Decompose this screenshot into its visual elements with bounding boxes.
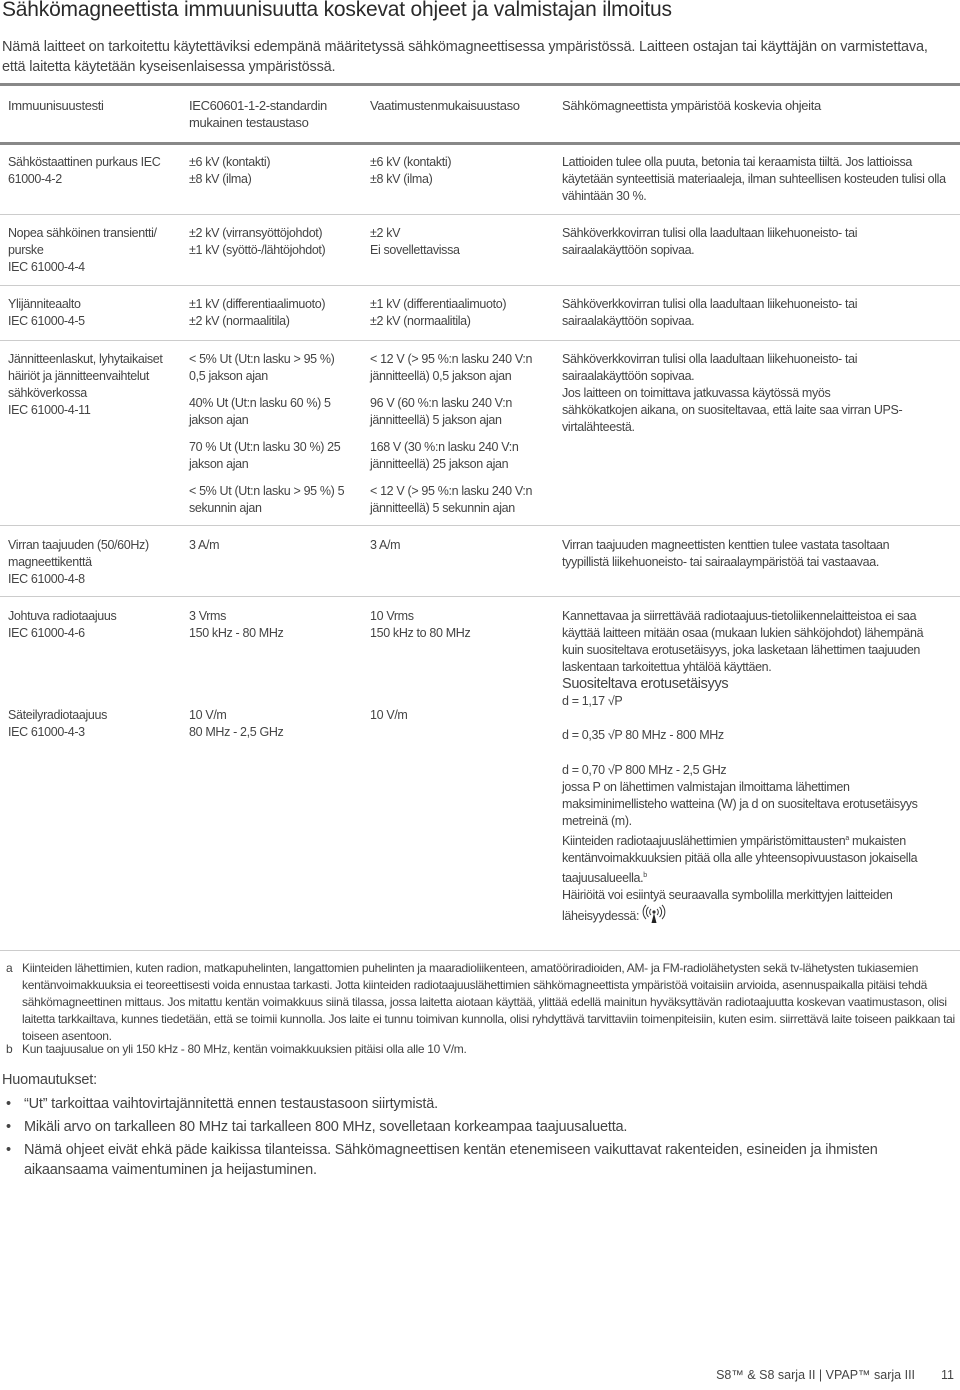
page-number: 11	[941, 1368, 954, 1382]
note-item	[2, 1117, 957, 1137]
guidance-text: Sähköverkkovirran tulisi olla laadultaan liikehuoneisto- tai sairaalakäyttöön sopivaa.	[562, 297, 858, 328]
row-divider	[0, 214, 960, 215]
guidance-cell	[562, 608, 947, 929]
level-cell	[189, 154, 367, 188]
test-cell	[8, 537, 168, 588]
level-value: 70 % Ut (Ut:n lasku 30 %) 25 jakson ajan	[189, 440, 341, 471]
note-text: “Ut” tarkoittaa vaihtovirtajännitettä ennen testaustasoon siirtymistä.	[24, 1096, 438, 1112]
compliance-value: 150 kHz to 80 MHz	[370, 626, 471, 640]
compliance-value: 168 V (30 %:n lasku 240 V:n jännitteellä) 25 jakson ajan	[370, 440, 519, 471]
compliance-value: < 12 V (> 95 %:n lasku 240 V:n jännitteellä) 5 sekunnin ajan	[370, 484, 533, 515]
level-value: 150 kHz - 80 MHz	[189, 626, 284, 640]
compliance-value: 3 A/m	[370, 538, 401, 552]
guidance-cell	[562, 351, 907, 436]
level-cell	[189, 351, 349, 517]
level-value: ±8 kV (ilma)	[189, 172, 252, 186]
level-value: ±6 kV (kontakti)	[189, 155, 271, 169]
note-item	[2, 1094, 957, 1114]
guidance-text: Kannettavaa ja siirrettävää radiotaajuus-tietoliikennelaitteistoa ei saa käyttää laitteen mitään osaa (mukaan lukien sähköjohdot) lähempänä kuin suositeltava erotusetäisyys, joka lasketaan lähettimen taajuuden laskentaan tarkoitettua yhtälöä käyttäen.	[562, 609, 924, 674]
notes-heading: Huomautukset:	[2, 1072, 97, 1088]
compliance-value: ±1 kV (differentiaalimuoto)	[370, 297, 507, 311]
guidance-text: Sähköverkkovirran tulisi olla laadultaan liikehuoneisto- tai sairaalakäyttöön sopivaa.	[562, 352, 858, 383]
compliance-value: 96 V (60 %:n lasku 240 V:n jännitteellä) 5 jakson ajan	[370, 396, 512, 427]
level-cell	[189, 707, 367, 741]
test-cell	[8, 225, 178, 276]
test-cell	[8, 608, 183, 642]
header-level: IEC60601-1-2-standardin mukainen testaustaso	[189, 98, 327, 130]
test-standard: IEC 61000-4-4	[8, 260, 85, 274]
footnote-text: Kun taajuusalue on yli 150 kHz - 80 MHz, kentän voimakkuuksien pitäisi olla alle 10 V/m.	[22, 1042, 467, 1056]
compliance-cell	[370, 351, 542, 517]
test-name: Sähköstaattinen purkaus IEC 61000-4-2	[8, 155, 161, 186]
guidance-text: Virran taajuuden magneettisten kenttien tulee vastata tasoltaan tyypillistä liikehuoneisto- tai sairaalaympäristöä tai vastaavaa.	[562, 538, 890, 569]
test-name: Säteilyradiotaajuus	[8, 708, 107, 722]
formula: d = 0,35 √P 80 MHz - 800 MHz	[562, 728, 724, 742]
compliance-value: ±8 kV (ilma)	[370, 172, 433, 186]
field-strength-post: mukaisten kentänvoimakkuuksien pitää olla alle yhteensopivuustason jokaisella taajuusalueella.	[562, 834, 918, 886]
header-guidance: Sähkömagneettista ympäristöä koskevia ohjeita	[562, 98, 821, 113]
page-title: Sähkömagneettista immuunisuutta koskevat ohjeet ja valmistajan ilmoitus	[2, 0, 672, 21]
formula: d = 0,70 √P 800 MHz - 2,5 GHz	[562, 763, 727, 777]
level-value: 10 V/m	[189, 708, 227, 722]
level-cell	[189, 608, 367, 642]
level-value: 3 A/m	[189, 538, 220, 552]
test-name: Nopea sähköinen transientti/ purske	[8, 226, 157, 257]
explanation-text: jossa P on lähettimen valmistajan ilmoittama lähettimen maksiminimellisteho watteina (W) ja d on suositeltava erotusetäisyys metreinä (m).	[562, 780, 918, 828]
test-name: Johtuva radiotaajuus	[8, 609, 117, 623]
test-name: Jännitteenlaskut, lyhytaikaiset häiriöt ja jännitteenvaihtelut sähköverkossa	[8, 352, 163, 400]
test-standard: IEC 61000-4-8	[8, 572, 85, 586]
level-value: < 5% Ut (Ut:n lasku > 95 %) 5 sekunnin ajan	[189, 484, 345, 515]
test-name: Ylijänniteaalto	[8, 297, 81, 311]
note-text: Nämä ohjeet eivät ehkä päde kaikissa tilanteissa. Sähkömagneettisen kentän etenemiseen vaikuttavat rakenteiden, esineiden ja ihmisten aikaansaama vaimentuminen ja heijastuminen.	[24, 1142, 878, 1178]
guidance-cell	[562, 537, 922, 571]
header-test: Immuunisuustesti	[8, 98, 104, 113]
level-value: ±1 kV (syöttö-/lähtöjohdot)	[189, 243, 326, 257]
test-cell	[8, 154, 173, 188]
compliance-value: Ei sovellettavissa	[370, 243, 460, 257]
bullet-icon: •	[6, 1142, 11, 1158]
level-value: ±2 kV (normaalitila)	[189, 314, 290, 328]
level-value: 40% Ut (Ut:n lasku 60 %) 5 jakson ajan	[189, 396, 331, 427]
guidance-text: Jos laitteen on toimittava jatkuvassa käytössä myös sähkökatkojen aikana, on suositeltavaa, että laite saa virran UPS-virtalähteestä.	[562, 386, 903, 434]
interference-text	[562, 887, 947, 929]
row-divider	[0, 340, 960, 341]
compliance-cell	[370, 608, 555, 642]
intro-text: Nämä laitteet on tarkoitettu käytettäviksi edempänä määritetyssä sähkömagneettisessa ympäristössä. Laitteen ostajan tai käyttäjän on varmistettava, että laitetta käytetään kyseisenlaisessa ympäristössä.	[2, 39, 928, 75]
guidance-text: Sähköverkkovirran tulisi olla laadultaan liikehuoneisto- tai sairaalakäyttöön sopivaa.	[562, 226, 858, 257]
field-strength-pre: Kiinteiden radiotaajuuslähettimien ympäristömittausten	[562, 834, 846, 849]
level-value: 80 MHz - 2,5 GHz	[189, 725, 284, 739]
test-standard: IEC 61000-4-5	[8, 314, 85, 328]
interference-label: Häiriöitä voi esiintyä seuraavalla symbolilla merkittyjen laitteiden läheisyydessä:	[562, 888, 893, 924]
page-footer	[712, 1368, 954, 1382]
level-cell	[189, 225, 367, 259]
table-bottom-rule	[0, 950, 960, 951]
level-value: ±1 kV (differentiaalimuoto)	[189, 297, 326, 311]
guidance-cell	[562, 296, 892, 330]
product-name: S8™ & S8 sarja II | VPAP™ sarja III	[716, 1368, 916, 1382]
level-value: < 5% Ut (Ut:n lasku > 95 %) 0,5 jakson ajan	[189, 352, 335, 383]
notes-section	[2, 1070, 957, 1183]
level-value: ±2 kV (virransyöttöjohdot)	[189, 226, 323, 240]
header-compliance: Vaatimustenmukaisuustaso	[370, 98, 520, 113]
non-ionizing-radiation-icon	[642, 904, 666, 929]
test-standard: IEC 61000-4-6	[8, 626, 85, 640]
field-strength-text	[562, 830, 947, 887]
compliance-value: < 12 V (> 95 %:n lasku 240 V:n jännitteellä) 0,5 jakson ajan	[370, 352, 533, 383]
compliance-cell	[370, 537, 555, 554]
footnote-label: b	[6, 1042, 13, 1056]
test-cell	[8, 707, 183, 741]
level-value: 3 Vrms	[189, 609, 227, 623]
level-cell	[189, 296, 367, 330]
row-divider	[0, 285, 960, 286]
header-rule	[0, 142, 960, 145]
bullet-icon: •	[6, 1119, 11, 1135]
footnote-text: Kiinteiden lähettimien, kuten radion, matkapuhelinten, langattomien puhelinten ja maaradioliikenteen, amatööriradioiden, AM- ja FM-radiolähetysten sekä tv-lähetysten tukiasemien kentänvoimakkuuksia ei teoreettisesti voida ennustaa tarkasti. Jotta kiinteiden radiotaajuuslähettimien sähkömagneettista ympäristöä voitaisiin arvioida, asennuspaikalla pitäisi tehdä sähkömagneettinen mittaus. Jos mitattu kentän voimakkuus siinä tilassa, jossa laitetta aiotaan käyttää, ylittää edellä mainitun hyväksyttävän radiotaajuutta koskevan vaatimustason, olisi laitetta tarkkailtava, kunnes tiedetään, että se toimii kunnolla. Jos laite ei tunnu toimivan kunnolla, olisi ryhdyttävä tarvittaviin toimenpiteisiin, kuten esim. siirrettävä laite toiseen paikkaan tai toiseen asentoon.	[22, 961, 955, 1043]
compliance-value: 10 V/m	[370, 708, 408, 722]
compliance-value: ±6 kV (kontakti)	[370, 155, 452, 169]
footnote-label: a	[6, 961, 13, 975]
footnote-ref-a[interactable]: a	[845, 835, 849, 842]
guidance-cell	[562, 154, 958, 205]
bullet-icon: •	[6, 1096, 11, 1112]
level-cell	[189, 537, 367, 554]
test-standard: IEC 61000-4-3	[8, 725, 85, 739]
compliance-value: ±2 kV	[370, 226, 401, 240]
footnote-a	[6, 960, 956, 1045]
footnote-b	[6, 1041, 956, 1058]
test-name: Virran taajuuden (50/60Hz) magneettikenttä	[8, 538, 149, 569]
note-text: Mikäli arvo on tarkalleen 80 MHz tai tarkalleen 800 MHz, sovelletaan korkeampaa taajuusaluetta.	[24, 1119, 628, 1135]
formula: d = 1,17 √P	[562, 694, 623, 708]
note-item	[2, 1140, 957, 1180]
compliance-cell	[370, 296, 555, 330]
compliance-cell	[370, 707, 555, 724]
compliance-cell	[370, 154, 555, 188]
test-standard: IEC 61000-4-11	[8, 403, 91, 417]
guidance-cell	[562, 225, 892, 259]
compliance-value: ±2 kV (normaalitila)	[370, 314, 471, 328]
test-cell	[8, 351, 184, 419]
guidance-text: Lattioiden tulee olla puuta, betonia tai keraamista tiiltä. Jos lattioissa käytetään synteettisiä materiaaleja, ilman suhteellisen kosteuden tulisi olla vähintään 30 %.	[562, 155, 946, 203]
row-divider	[0, 525, 960, 526]
row-divider	[0, 596, 960, 597]
separation-heading: Suositeltava erotusetäisyys	[562, 676, 729, 692]
table-top-rule	[0, 83, 960, 86]
footnote-ref-b[interactable]: b	[643, 872, 647, 880]
test-cell	[8, 296, 183, 330]
compliance-value: 10 Vrms	[370, 609, 414, 623]
compliance-cell	[370, 225, 555, 259]
